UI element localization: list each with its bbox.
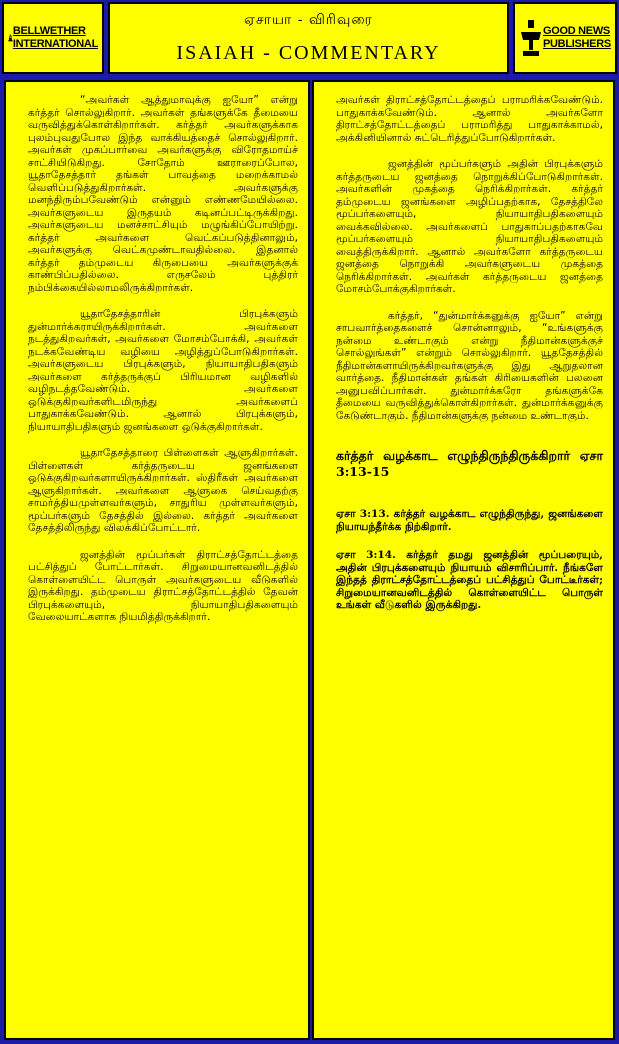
left-column-text — [28, 94, 298, 638]
good-news-logo-box — [513, 2, 617, 74]
logo-line-1: GOOD NEWS — [543, 25, 610, 37]
logo-line-1: BELLWETHER — [12, 25, 86, 37]
good-news-logo-text — [543, 25, 611, 51]
verse: ஏசா 3:14. கர்த்தர் தமது ஜனத்தின் மூப்பரையும், அதின் பிரபுக்களையும் நியாயம் விசாரிப்பார். நீங்களே இந்தத் திராட்சத்தோட்டத்தைப் பட்சித்துப் போட்டீர்கள்; சிறுமையானவனிடத்தில் கொள்ளையிட்ட பொருள் உங்கள் வீடுகளில் இருக்கிறது. — [336, 549, 603, 611]
title-english: ISAIAH - COMMENTARY — [176, 42, 441, 64]
title-tamil: ஏசாயா - விரிவுரை — [244, 12, 373, 28]
logo-line-2: PUBLISHERS — [543, 38, 611, 50]
left-column — [4, 80, 310, 1040]
right-column — [312, 80, 615, 1040]
paragraph: ஜனத்தின் மூப்பர்கள் திராட்சத்தோட்டத்தை பட்சித்துப் போட்டார்கள். சிறுமையானவனிடத்தில் கொள்ளையிட்ட பொருள் அவர்களுடைய வீடுகளில் இருக்கிறது. தம்முடைய திராட்சத்தோட்டத்தில் தேவன் பிரபுக்களையும், நியாயாதிபதிகளையும் வேலையாட்களாக நியமித்திருக்கிறார். — [28, 548, 298, 623]
paragraph: யூதாதேசத்தாரை பிள்ளைகள் ஆளுகிறார்கள். பிள்ளைகள் கர்த்தருடைய ஜனங்களை ஒடுக்குகிறவர்களாயிருக்கிறார்கள். ஸ்திரீகள் அவர்களை ஆளுகிறார்கள். அவர்களை ஆளுகை செய்வதற்கு சாமர்த்தியமுள்ளவர்களும், சாதுரிய முள்ளவர்களும், மூப்பர்களும் தேசத்தில் இல்லை. கர்த்தர் அவர்களை தேசத்திலிருந்து விலக்கிப்போட்டார். — [28, 447, 298, 534]
paragraph: கர்த்தர், “துன்மார்க்கனுக்கு ஐயோ” என்று சாபவார்த்தைகளைச் சொன்னாலும், “உங்களுக்கு நன்மை உண்டாகும் என்று நீதிமான்களுக்குச் சொல்லுங்கள்” என்றும் சொல்லுகிறார். யூததேசத்தில் நீதிமான்களாயிருக்கிறவர்களுக்கு இது ஆறுதலான வார்த்தை. நீதிமான்கள் தங்கள் கிரியைகளின் பலனை அனுபவிப்பார்கள். துன்மார்க்கரோ தங்களுக்கே தீமையை வருவித்துக்கொள்கிறார்கள். துன்மார்க்கனுக்கு கேடுண்டாகும். நீதிமான்களுக்கு நன்மை உண்டாகும். — [336, 309, 603, 422]
verse: ஏசா 3:13. கர்த்தர் வழக்காட எழுந்திருந்து, ஜனங்களை நியாயந்தீர்க்க நிற்கிறார். — [336, 508, 603, 533]
right-column-text — [336, 94, 603, 628]
book-stand-icon — [519, 18, 543, 58]
paragraph: யூதாதேசத்தாரின் பிரபுக்களும் துன்மார்க்கராயிருக்கிறார்கள். அவர்களை நடத்துகிறவர்கள், அவர்களை மோசம்போக்கி, அவர்கள் நடக்கவேண்டிய வழியை அழித்துப்போடுகிறார்கள். அவர்களுடைய பிரபுக்களும், நியாயாதிபதிகளும் அவர்களை கர்த்தருக்குப் பிரியமான வழிகளில் வழிநடத்தவேண்டும். அவர்களை ஒடுக்குகிறவர்களிடமிருந்து அவர்களைப் பாதுகாக்கவேண்டும். ஆனால் பிரபுக்களும், நியாயாதிபதிகளும் ஜனங்களை ஒடுக்குகிறார்கள். — [28, 308, 298, 433]
paragraph: அவர்கள் திராட்சத்தோட்டத்தைப் பராமரிக்கவேண்டும். பாதுகாக்கவேண்டும். ஆனால் அவர்களோ திராட்சத்தோட்டத்தைப் பராமரித்து பாதுகாக்காமல், அக்கினியினால் சுட்டெரித்துப்போடுகிறார்கள். — [336, 94, 603, 144]
bellwether-logo-box — [2, 2, 104, 74]
paragraph: “அவர்கள் ஆத்துமாவுக்கு ஐயோ” என்று கர்த்தர் சொல்லுகிறார். அவர்கள் தங்களுக்கே தீமையை வருவித்துக்கொள்கிறார்கள். கர்த்தர் அவர்களுக்காக புலம்புவதுபோல இந்த வாக்கியத்தைச் சொல்லுகிறார். அவர்கள் முகப்பார்வை அவர்களுக்கு விரோதமாய்ச் சாட்சியிடுகிறது. சோதோம் ஊராரைப்போல, யூதாதேசத்தார் தங்கள் பாவத்தை மறைக்காமல் வெளிப்படுத்துகிறார்கள். அவர்களுக்கு மனந்திரும்பவேண்டும் என்னும் எண்ணமேயில்லை. அவர்களுடைய இருதயம் கடினப்பட்டிருக்கிறது. அவர்களுடைய மனச்சாட்சியும் மழுங்கிப்போயிற்று. கர்த்தர் அவர்களை வெட்கப்படுத்தினாலும், அவர்களுக்கு வெட்கமுண்டாவதில்லை. இதனால் கர்த்தர் தம்முடைய கிருபையை அவர்களுக்குக் காண்பிப்பதில்லை. எருசலேம் புத்திரர் நம்பிக்கையில்லாமலிருக்கிறார்கள். — [28, 94, 298, 294]
title-box — [108, 2, 509, 74]
bellwether-logo-text — [13, 25, 98, 51]
logo-line-2: INTERNATIONAL — [12, 38, 98, 50]
paragraph: ஜனத்தின் மூப்பர்களும் அதின் பிரபுக்களும் கர்த்தருடைய ஜனத்தை நொறுக்கிப்போடுகிறார்கள். அவர்களின் முகத்தை நெரிக்கிறார்கள். கர்த்தர் தம்முடைய ஜனங்களை அழிப்பதற்காக, தேசத்திலே மூப்பர்களையும், நியாயாதிபதிகளையும் வைக்கவில்லை. அவர்களைப் பாதுகாப்பதற்காகவே மூப்பர்களையும் நியாயாதிபதிகளையும் வைத்திருக்கிறார். ஆனால் அவர்களோ கர்த்தருடைய ஜனத்தை நொறுக்கி அவர்களுடைய முகத்தை நெரிக்கிறார்கள். அவர்கள் கர்த்தருடைய ஜனத்தை மோசம்போக்குகிறார்கள். — [336, 158, 603, 295]
section-heading: கர்த்தர் வழக்காட எழுந்திருந்திருக்கிறார் ஏசா 3:13-15 — [336, 448, 603, 479]
